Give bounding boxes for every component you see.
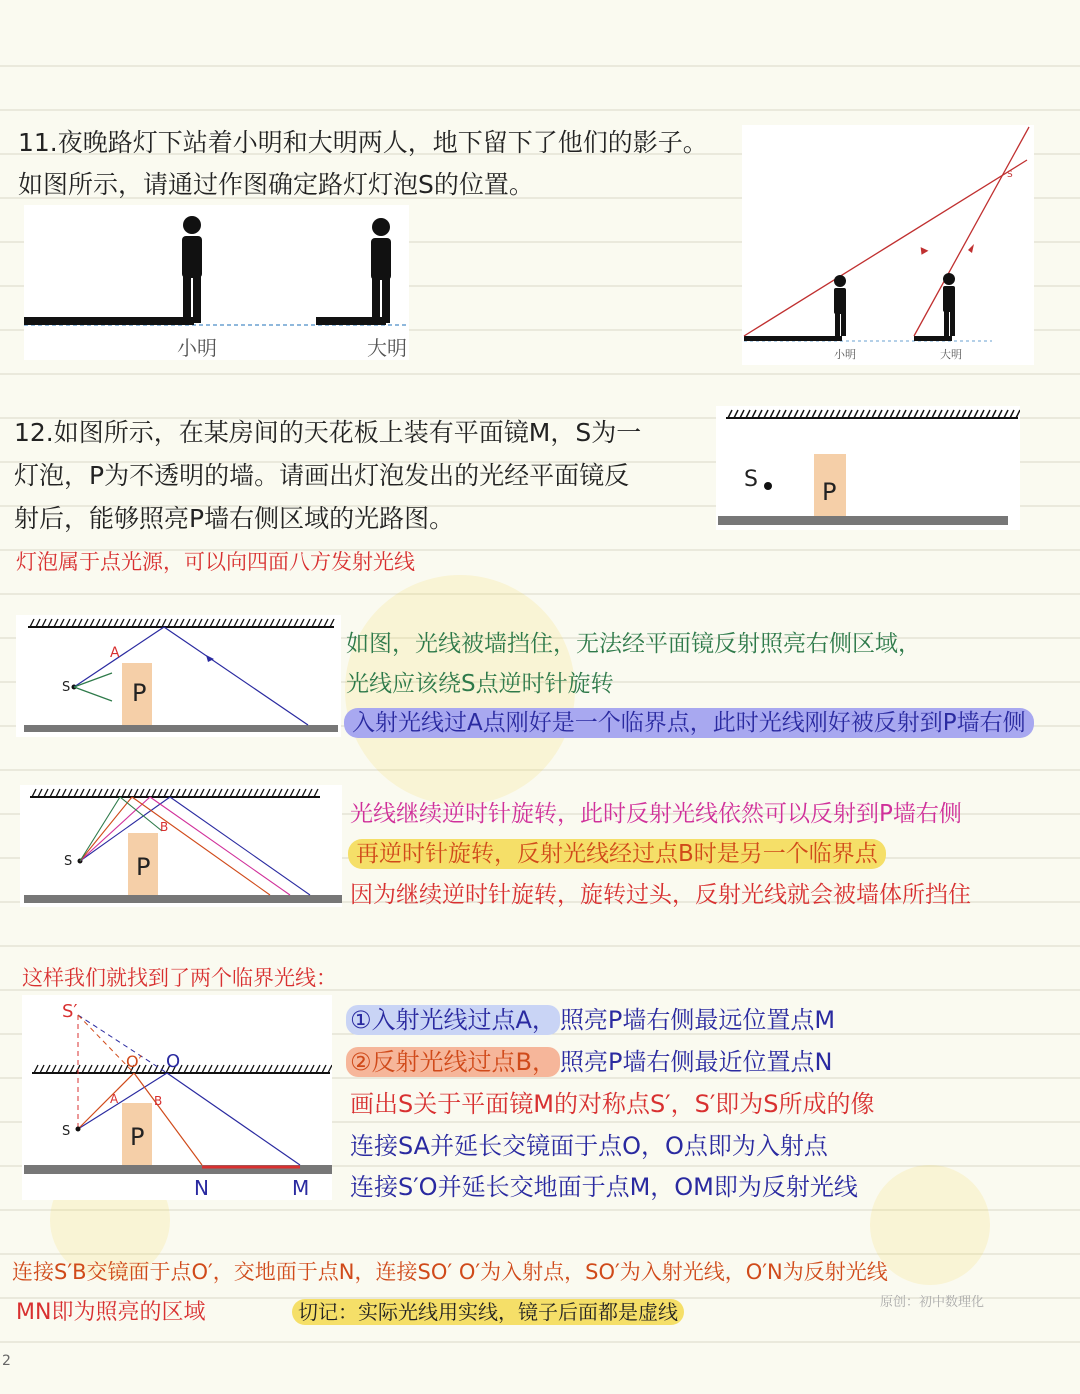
mirror-hatch-mark [950,410,954,418]
q12-question-line1: 12.如图所示，在某房间的天花板上装有平面镜M，S为一 [14,418,642,447]
mirror-hatch-mark [148,1065,152,1073]
label-a: A [110,645,120,661]
step3-line3: 画出S关于平面镜M的对称点S′，S′即为S所成的像 [350,1090,875,1118]
q11-question-line2: 如图所示，请通过作图确定路灯灯泡S的位置。 [18,170,534,199]
mirror-hatch-mark [108,619,112,627]
mirror-hatch-mark [220,1065,224,1073]
mirror-hatch-mark [102,619,106,627]
mirror-hatch-mark [268,1065,272,1073]
mirror-hatch-mark [120,619,124,627]
mirror-hatch-mark [126,619,130,627]
mirror-hatch-mark [812,410,816,418]
mirror-hatch-mark [72,619,76,627]
mirror-hatch-mark [116,789,120,797]
mirror-hatch-mark [82,1065,86,1073]
step3-item2-highlight: ②反射光线过点B， [346,1047,560,1077]
mirror-hatch-mark [96,619,100,627]
watermark-right: 原创：初中数理化 [880,1295,985,1310]
mirror-hatch-mark [932,410,936,418]
step3-item1-highlight: ①入射光线过点A， [346,1005,560,1035]
mirror-hatch-mark [992,410,996,418]
mirror-hatch-mark [58,1065,62,1073]
mirror-hatch-mark [830,410,834,418]
step2-text-line3: 因为继续逆时针旋转，旋转过头，反射光线就会被墙体所挡住 [350,882,971,908]
mirror-hatch-mark [234,619,238,627]
mirror-hatch-mark [68,789,72,797]
person-icon [834,275,846,336]
mirror-hatch-mark [956,410,960,418]
step3-heading: 这样我们就找到了两个临界光线： [22,966,337,990]
mirror-hatch-mark [50,789,54,797]
label-s: S [62,680,71,695]
mirror-hatch-mark [318,619,322,627]
mirror-hatch-mark [330,619,334,627]
mirror-hatch-mark [56,789,60,797]
mirror-hatch-mark [914,410,918,418]
mirror-hatch-mark [866,410,870,418]
mirror-hatch-mark [194,789,198,797]
mirror-hatch-mark [312,619,316,627]
mirror-hatch-mark [286,1065,290,1073]
mirror-hatch-mark [884,410,888,418]
mirror-hatch-mark [70,1065,74,1073]
mirror-hatch-mark [238,1065,242,1073]
mirror-hatch-mark [262,1065,266,1073]
label-a: A [110,1092,119,1106]
mirror-hatch-mark [64,1065,68,1073]
mirror-hatch-mark [284,789,288,797]
person-icon [182,216,202,323]
mirror-hatch-mark [298,1065,302,1073]
mirror-hatch-mark [296,789,300,797]
mirror-hatch-mark [734,410,738,418]
mirror-hatch-mark [278,789,282,797]
mirror-hatch-mark [752,410,756,418]
mirror-hatch-mark [94,1065,98,1073]
mirror-hatch-mark [42,619,46,627]
footer-tip-highlight: 切记：实际光线用实线，镜子后面都是虚线 [292,1299,684,1325]
mirror-hatch-mark [224,789,228,797]
label-p: P [132,679,147,707]
mirror-hatch-mark [118,1065,122,1073]
mirror-hatch-mark [740,410,744,418]
person-icon [371,218,391,323]
step3-line5: 连接S′O并延长交地面于点M，OM即为反射光线 [350,1173,858,1201]
mirror-hatch-mark [818,410,822,418]
mirror-hatch-mark [872,410,876,418]
mirror-hatch-mark [854,410,858,418]
mirror-hatch-mark [162,619,166,627]
mirror-hatch-mark [938,410,942,418]
mirror-hatch-mark [776,410,780,418]
mirror-hatch-mark [122,789,126,797]
step3-figure [22,995,332,1200]
mirror-hatch-mark [208,1065,212,1073]
mirror-hatch-mark [182,789,186,797]
label-o: O [166,1051,181,1072]
mirror-hatch-mark [180,619,184,627]
mirror-hatch-mark [62,789,66,797]
mirror-hatch-mark [150,619,154,627]
label-s: S [744,467,758,492]
mirror-hatch-mark [170,789,174,797]
mirror-hatch-mark [254,789,258,797]
label-s: S [62,1124,71,1139]
mirror-hatch-mark [800,410,804,418]
mirror-hatch-mark [962,410,966,418]
mirror-hatch-mark [248,789,252,797]
mirror-hatch-mark [294,619,298,627]
q12-figure [716,406,1020,530]
mirror-hatch-mark [890,410,894,418]
mirror-hatch-mark [782,410,786,418]
label-xiaoming-small: 小明 [834,348,856,361]
mirror-hatch-mark [104,789,108,797]
mirror-hatch-mark [842,410,846,418]
mirror-hatch-mark [110,789,114,797]
mirror-hatch-mark [160,1065,164,1073]
mirror-hatch-mark [190,1065,194,1073]
mirror-hatch-mark [290,789,294,797]
mirror-hatch-mark [896,410,900,418]
step1-text-line1: 如图，光线被墙挡住，无法经平面镜反射照亮右侧区域， [346,631,921,657]
mirror-hatch-mark [240,619,244,627]
mirror-hatch-mark [66,619,70,627]
mirror-hatch-mark [206,789,210,797]
label-s: S [64,854,73,869]
light-bulb-point [764,482,772,490]
step2-critical-point-highlight: 再逆时针旋转，反射光线经过点B时是另一个临界点 [348,839,886,869]
q12-point-source-note: 灯泡属于点光源，可以向四面八方发射光线 [16,550,415,574]
mirror-hatch-mark [794,410,798,418]
mirror-hatch-mark [230,789,234,797]
mirror-hatch-mark [316,1065,320,1073]
mirror-hatch-mark [202,1065,206,1073]
mirror-hatch-mark [132,619,136,627]
mirror-hatch-mark [218,789,222,797]
mirror-hatch-mark [226,1065,230,1073]
mirror-hatch-mark [140,789,144,797]
mirror-hatch-mark [90,619,94,627]
mirror-hatch-mark [174,619,178,627]
mirror-hatch-mark [998,410,1002,418]
mirror-hatch-mark [176,789,180,797]
mirror-hatch-mark [308,789,312,797]
step3-item2-text: 照亮P墙右侧最近位置点N [559,1048,833,1076]
footer-line1: 连接S′B交镜面于点O′，交地面于点N，连接SO′ O′为入射点，SO′为入射光线，O′N为反射光线 [12,1260,888,1284]
label-o-prime: O′ [126,1052,143,1071]
mirror-hatch-mark [192,619,196,627]
mirror-hatch-mark [212,789,216,797]
mirror-hatch-mark [746,410,750,418]
mirror-hatch-mark [164,789,168,797]
mirror-hatch-mark [40,1065,44,1073]
mirror-hatch-mark [276,619,280,627]
mirror-hatch-mark [250,1065,254,1073]
mirror-hatch-mark [764,410,768,418]
label-daming-small: 大明 [940,348,962,361]
mirror-hatch-mark [328,1065,332,1073]
mirror-hatch-mark [48,619,52,627]
mirror-hatch-mark [106,1065,110,1073]
mirror-hatch-mark [836,410,840,418]
mirror-hatch-mark [112,1065,116,1073]
mirror-hatch-mark [288,619,292,627]
mirror-hatch-mark [908,410,912,418]
label-daming: 大明 [367,336,407,360]
mirror-hatch-mark [210,619,214,627]
step3-line4: 连接SA并延长交镜面于点O，O点即为入射点 [350,1132,828,1160]
mirror-hatch-mark [34,1065,38,1073]
mirror-hatch-mark [920,410,924,418]
mirror-hatch-mark [74,789,78,797]
mirror-hatch-mark [128,789,132,797]
mirror-hatch-mark [324,619,328,627]
mirror-hatch-mark [788,410,792,418]
mirror-hatch-mark [138,619,142,627]
mirror-hatch-mark [86,789,90,797]
mirror-hatch-mark [306,619,310,627]
step1-figure [16,615,341,737]
q12-question-line2: 灯泡，P为不透明的墙。请画出灯泡发出的光经平面镜反 [14,461,630,490]
mirror-hatch-mark [256,1065,260,1073]
mirror-hatch-mark [258,619,262,627]
mirror-hatch-mark [198,619,202,627]
mirror-hatch-mark [60,619,64,627]
mirror-hatch-mark [30,619,34,627]
mirror-hatch-mark [264,619,268,627]
page-number: 2 [2,1353,11,1369]
mirror-hatch-mark [926,410,930,418]
mirror-hatch-mark [968,410,972,418]
mirror-hatch-mark [84,619,88,627]
mirror-hatch-mark [168,619,172,627]
mirror-hatch-mark [1004,410,1008,418]
mirror-hatch-mark [728,410,732,418]
mirror-hatch-mark [260,789,264,797]
mirror-hatch-mark [78,619,82,627]
mirror-hatch-mark [302,789,306,797]
mirror-hatch-mark [216,619,220,627]
mirror-hatch-mark [214,1065,218,1073]
mirror-hatch-mark [770,410,774,418]
mirror-hatch-mark [902,410,906,418]
mirror-hatch-mark [282,619,286,627]
mirror-hatch-mark [322,1065,326,1073]
label-xiaoming: 小明 [177,336,217,360]
mirror-hatch-mark [152,789,156,797]
mirror-hatch-mark [314,789,318,797]
step2-figure [20,785,342,907]
mirror-hatch-mark [1010,410,1014,418]
step1-text-line2: 光线应该绕S点逆时针旋转 [346,671,614,697]
mirror-hatch-mark [186,619,190,627]
mirror-hatch-mark [134,789,138,797]
mirror-hatch-mark [144,619,148,627]
q11-figure-original [24,205,409,360]
mirror-hatch-mark [1016,410,1020,418]
mirror-hatch-mark [246,619,250,627]
label-s: S [1007,170,1013,180]
label-p: P [130,1123,145,1151]
mirror-hatch-mark [270,619,274,627]
label-b: B [160,820,169,834]
mirror-hatch-mark [100,1065,104,1073]
step1-critical-point-highlight: 入射光线过A点刚好是一个临界点，此时光线刚好被反射到P墙右侧 [344,708,1034,738]
mirror-hatch-mark [184,1065,188,1073]
person-icon [943,273,955,336]
mirror-hatch-mark [848,410,852,418]
label-b: B [154,1094,163,1108]
footer-line2: MN即为照亮的区域 [16,1300,206,1325]
label-p: P [136,853,151,881]
mirror-hatch-mark [142,1065,146,1073]
mirror-hatch-mark [986,410,990,418]
mirror-hatch-mark [300,619,304,627]
mirror-hatch-mark [878,410,882,418]
mirror-hatch-mark [310,1065,314,1073]
mirror-hatch-mark [80,789,84,797]
label-s-prime: S′ [62,1001,78,1022]
mirror-hatch-mark [244,1065,248,1073]
mirror-hatch-mark [280,1065,284,1073]
mirror-hatch-mark [204,619,208,627]
label-n: N [194,1176,209,1200]
label-m: M [292,1176,310,1200]
mirror-hatch-mark [266,789,270,797]
mirror-hatch-mark [44,789,48,797]
mirror-hatch-mark [974,410,978,418]
step2-text-line1: 光线继续逆时针旋转，此时反射光线依然可以反射到P墙右侧 [350,801,962,827]
q11-figure-solution [742,125,1034,365]
mirror-hatch-mark [38,789,42,797]
q11-question-line1: 11.夜晚路灯下站着小明和大明两人，地下留下了他们的影子。 [18,128,708,157]
mirror-hatch-mark [46,1065,50,1073]
mirror-hatch-mark [944,410,948,418]
mirror-hatch-mark [52,1065,56,1073]
mirror-hatch-mark [252,619,256,627]
mirror-hatch-mark [36,619,40,627]
mirror-hatch-mark [222,619,226,627]
mirror-hatch-mark [292,1065,296,1073]
mirror-hatch-mark [242,789,246,797]
mirror-hatch-mark [92,789,96,797]
mirror-hatch-mark [54,619,58,627]
mirror-hatch-mark [156,619,160,627]
mirror-hatch-mark [232,1065,236,1073]
q12-question-line3: 射后，能够照亮P墙右侧区域的光路图。 [14,504,455,533]
mirror-hatch-mark [758,410,762,418]
mirror-hatch-mark [228,619,232,627]
step3-item1-text: 照亮P墙右侧最远位置点M [559,1006,836,1034]
mirror-hatch-mark [824,410,828,418]
mirror-hatch-mark [88,1065,92,1073]
label-p: P [822,478,837,506]
mirror-hatch-mark [98,789,102,797]
mirror-hatch-mark [272,789,276,797]
mirror-hatch-mark [146,789,150,797]
mirror-hatch-mark [196,1065,200,1073]
mirror-hatch-mark [32,789,36,797]
mirror-hatch-mark [806,410,810,418]
mirror-hatch-mark [200,789,204,797]
mirror-hatch-mark [158,789,162,797]
mirror-hatch-mark [236,789,240,797]
mirror-hatch-mark [980,410,984,418]
mirror-hatch-mark [860,410,864,418]
mirror-hatch-mark [304,1065,308,1073]
mirror-hatch-mark [274,1065,278,1073]
mirror-hatch-mark [188,789,192,797]
mirror-hatch-mark [114,619,118,627]
